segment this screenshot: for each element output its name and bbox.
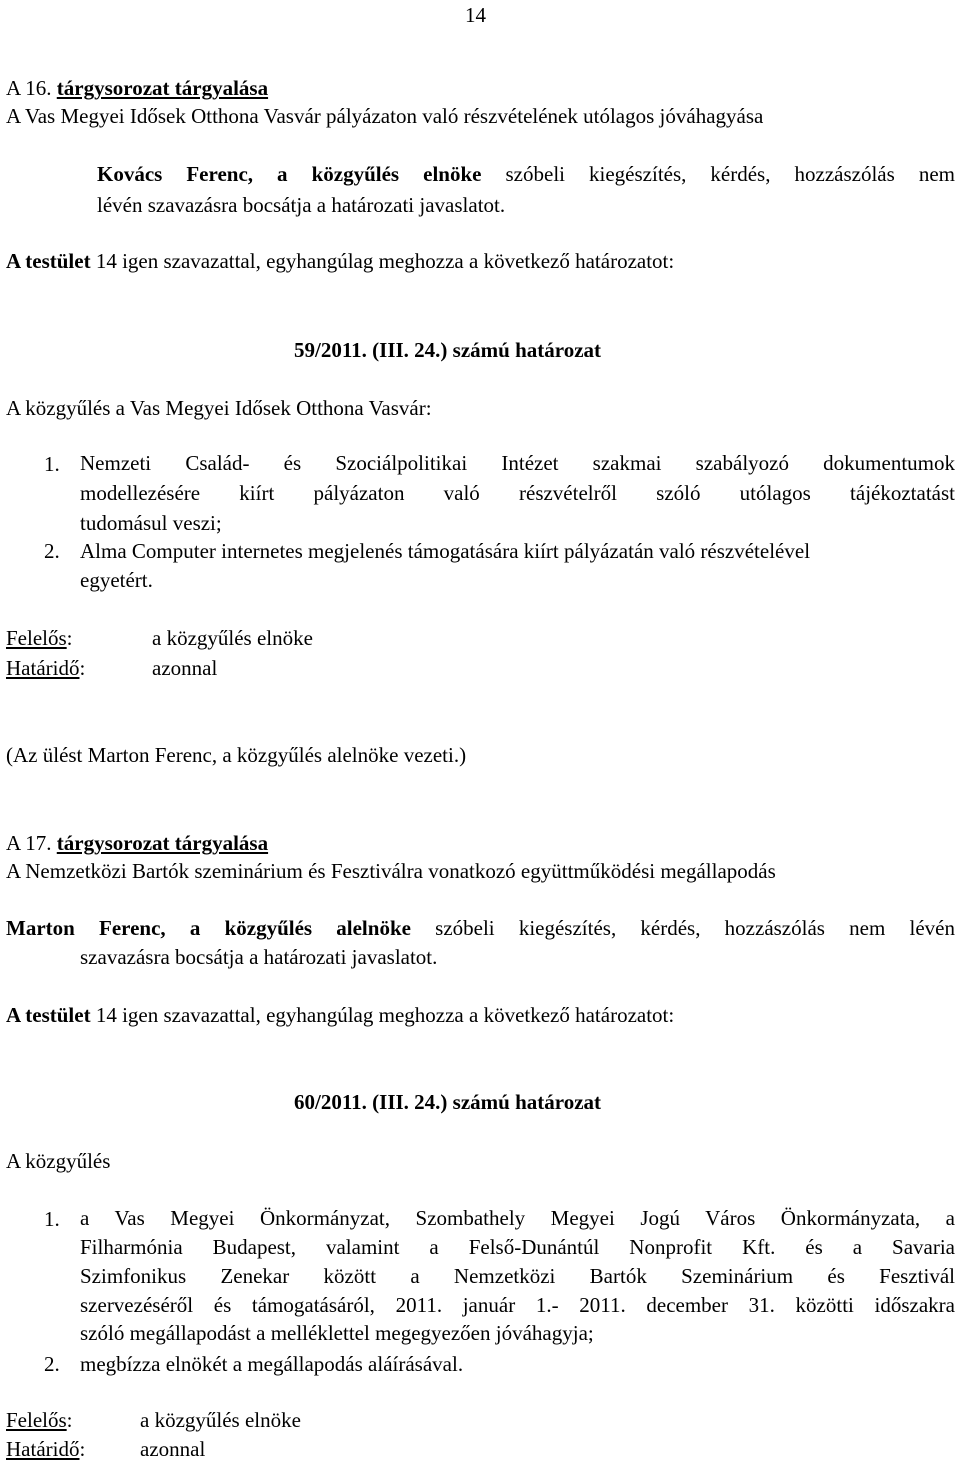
item17-speaker-text: szóbeli kiegészítés, kérdés, hozzászólás nem lévén xyxy=(410,916,955,940)
item16-speaker-name: Kovács Ferenc, a közgyűlés elnöke xyxy=(97,162,482,186)
item17-point1-line5: szóló megállapodást a melléklettel megegyezően jóváhagyja; xyxy=(80,1321,594,1345)
item16-point2-line2: egyetért. xyxy=(80,568,153,592)
item17-vote-subject: A testület xyxy=(6,1003,91,1027)
item17-deadline-label xyxy=(6,1436,85,1462)
item16-point1-line2: modellezésére kiírt pályázaton való részvételről szóló utólagos tájékoztatást xyxy=(80,481,955,505)
item16-heading-rest: tárgysorozat tárgyalása xyxy=(56,76,269,100)
item16-responsible-label xyxy=(6,625,73,651)
item17-point1-line4: szervezéséről és támogatásáról, 2011. január 1.- 2011. december 31. közötti időszakra xyxy=(80,1293,955,1317)
item17-deadline-value: azonnal xyxy=(140,1437,206,1461)
item17-point2-line1: megbízza elnökét a megállapodás aláírásával. xyxy=(80,1352,464,1376)
item16-point2-line1: Alma Computer internetes megjelenés támogatására kiírt pályázatán való részvételével xyxy=(80,539,811,563)
item17-responsible-value: a közgyűlés elnöke xyxy=(140,1408,301,1432)
item17-point1-line3: Szimfonikus Zenekar között a Nemzetközi Bartók Szeminárium és Fesztivál xyxy=(80,1264,955,1288)
item17-vote xyxy=(6,1002,674,1028)
item16-deadline-colon: : xyxy=(79,656,86,680)
item16-resolution-title: 59/2011. (III. 24.) számú határozat xyxy=(294,338,602,362)
item17-heading-prefix: A 17. xyxy=(6,831,57,855)
item16-deadline-label xyxy=(6,655,85,681)
item16-speaker-line2: lévén szavazásra bocsátja a határozati javaslatot. xyxy=(97,193,506,217)
item16-vote-text: 14 igen szavazattal, egyhangúlag meghozza a következő határozatot: xyxy=(90,249,675,273)
item17-speaker-line1 xyxy=(6,914,955,943)
item16-speaker-text: szóbeli kiegészítés, kérdés, hozzászólás nem xyxy=(481,162,955,186)
item16-heading-prefix: A 16. xyxy=(6,76,57,100)
item16-heading xyxy=(6,75,268,101)
item16-point1-line1: Nemzeti Család- és Szociálpolitikai Intézet szakmai szabályozó dokumentumok xyxy=(80,451,955,475)
item16-point2-number: 2. xyxy=(44,539,60,563)
item16-vote-subject: A testület xyxy=(6,249,91,273)
item16-deadline-label-text: Határidő xyxy=(6,656,80,680)
item16-responsible-label-text: Felelős xyxy=(6,626,67,650)
item17-deadline-colon: : xyxy=(79,1437,86,1461)
item16-body-intro: A közgyűlés a Vas Megyei Idősek Otthona Vasvár: xyxy=(6,396,432,420)
item16-responsible-colon: : xyxy=(66,626,73,650)
item17-point1-line1: a Vas Megyei Önkormányzat, Szombathely Megyei Jogú Város Önkormányzata, a xyxy=(80,1206,955,1230)
item16-subject: A Vas Megyei Idősek Otthona Vasvár pályázaton való részvételének utólagos jóváhagyása xyxy=(6,104,764,128)
item17-speaker-name: Marton Ferenc, a közgyűlés alelnöke xyxy=(6,916,411,940)
item17-body-intro: A közgyűlés xyxy=(6,1149,111,1173)
chair-note: (Az ülést Marton Ferenc, a közgyűlés alelnöke vezeti.) xyxy=(6,743,467,767)
item17-responsible-label-text: Felelős xyxy=(6,1408,67,1432)
item17-responsible-colon: : xyxy=(66,1408,73,1432)
item17-vote-text: 14 igen szavazattal, egyhangúlag meghozza a következő határozatot: xyxy=(90,1003,675,1027)
item17-point1-number: 1. xyxy=(44,1207,60,1231)
item16-responsible-value: a közgyűlés elnöke xyxy=(152,626,313,650)
item17-subject: A Nemzetközi Bartók szeminárium és Fesztiválra vonatkozó együttműködési megállapodás xyxy=(6,859,776,883)
item17-heading xyxy=(6,830,268,856)
item17-deadline-label-text: Határidő xyxy=(6,1437,80,1461)
item16-deadline-value: azonnal xyxy=(152,656,218,680)
item16-point1-number: 1. xyxy=(44,452,60,476)
item17-point1-line2: Filharmónia Budapest, valamint a Felső-Dunántúl Nonprofit Kft. és a Savaria xyxy=(80,1235,955,1259)
item17-responsible-label xyxy=(6,1407,73,1433)
item17-heading-rest: tárgysorozat tárgyalása xyxy=(56,831,269,855)
item17-point2-number: 2. xyxy=(44,1352,60,1376)
item16-vote xyxy=(6,248,674,274)
item16-speaker-line1 xyxy=(97,160,955,189)
page-number: 14 xyxy=(465,3,486,27)
item17-resolution-title: 60/2011. (III. 24.) számú határozat xyxy=(294,1090,602,1114)
item16-point1-line3: tudomásul veszi; xyxy=(80,511,222,535)
item17-speaker-line2: szavazásra bocsátja a határozati javaslatot. xyxy=(80,945,438,969)
